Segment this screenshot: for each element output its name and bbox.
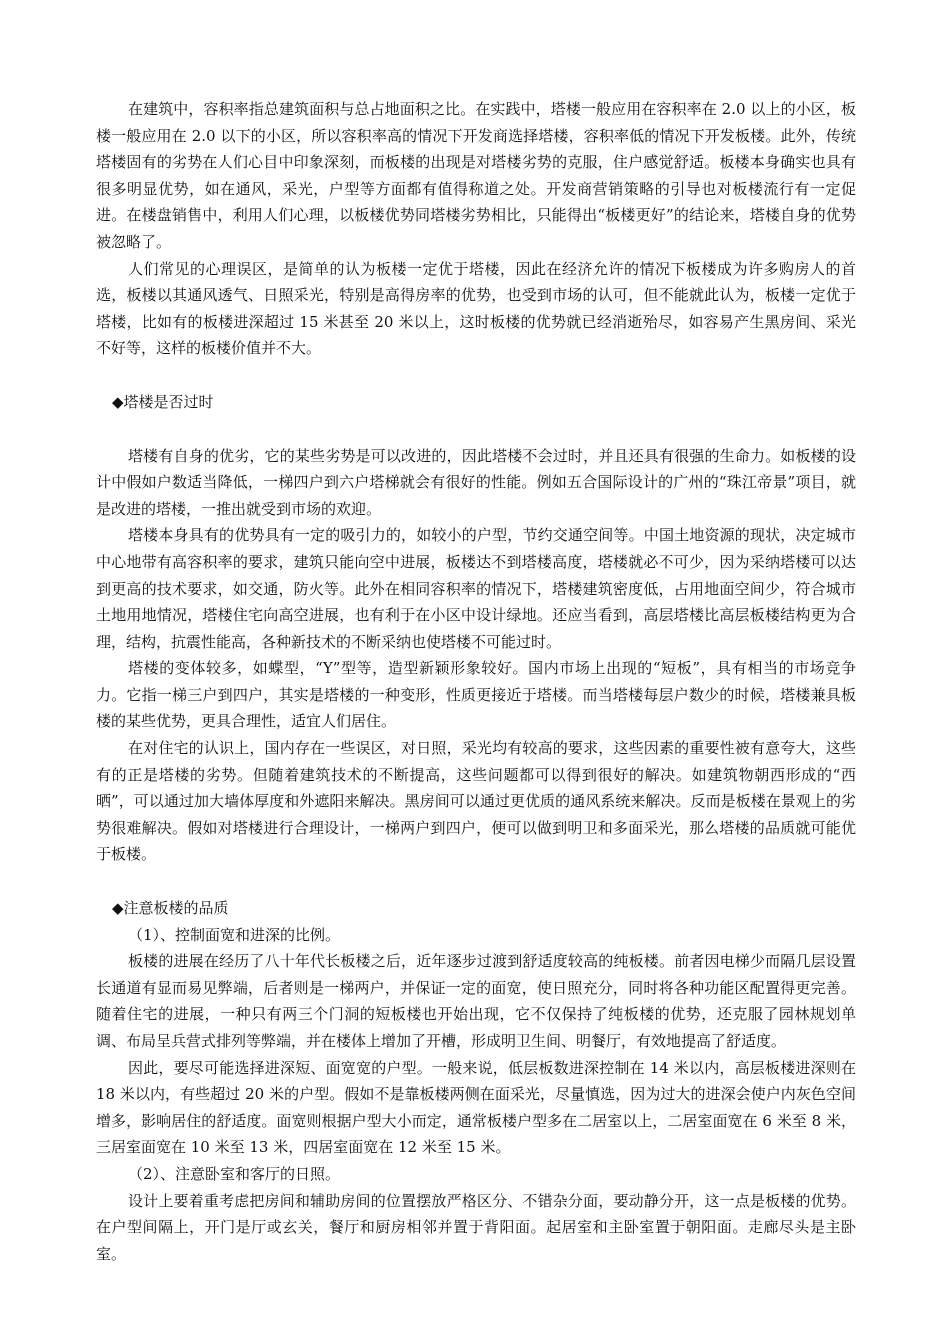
- document-page: [96, 96, 856, 1267]
- section2-paragraph-2: 因此，要尽可能选择进深短、面宽宽的户型。一般来说，低层板数进深控制在 14 米以内，高层板楼进深则在 18 米以内，有些超过 20 米的户型。假如不是靠板楼两侧在面采光，尽量慎选，因为过大的进深会使户内灰色空间增多，影响居住的舒适度。面宽则根据户型大小而定，通常板楼户型多在二居室以上，二居室面宽在 6 米至 8 米，三居室面宽在 10 米至 13 米，四居室面宽在 12 米至 15 米。: [96, 1058, 856, 1157]
- section1-paragraph-3: 塔楼的变体较多，如蝶型，“Y”型等，造型新颖形象较好。国内市场上出现的“短板”，具有相当的市场竞争力。它指一梯三户到四户，其实是塔楼的一种变形，性质更接近于塔楼。而当塔楼每层户数少的时候，塔楼兼具板楼的某些优势，更具合理性，适宜人们居住。: [96, 659, 856, 731]
- section1-paragraph-4: 在对住宅的认识上，国内存在一些误区，对日照，采光均有较高的要求，这些因素的重要性被有意夸大，这些有的正是塔楼的劣势。但随着建筑技术的不断提高，这些问题都可以得到很好的解决。如建筑物朝西形成的“西晒”，可以通过加大墙体厚度和外遮阳来解决。黑房间可以通过更优质的通风系统来解决。反而是板楼在景观上的劣势很难解决。假如对塔楼进行合理设计，一梯两户到四户，便可以做到明卫和多面采光，那么塔楼的品质就可能优于板楼。: [96, 739, 856, 864]
- section2-paragraph-1: 板楼的进展在经历了八十年代长板楼之后，近年逐步过渡到舒适度较高的纯板楼。前者因电梯少而隔几层设置长通道有显而易见弊端，后者则是一梯两户，并保证一定的面宽，使日照充分，同时将各种功能区配置得更完善。随着住宅的进展，一种只有两三个门洞的短板楼也开始出现，它不仅保持了纯板楼的优势，还克服了园林规划单调、布局呈兵营式排列等弊端，并在楼体上增加了开槽，形成明卫生间、明餐厅，有效地提高了舒适度。: [96, 952, 856, 1050]
- section1-paragraph-1: 塔楼有自身的优劣，它的某些劣势是可以改进的，因此塔楼不会过时，并且还具有很强的生命力。如板楼的设计中假如户数适当降低，一梯四户到六户塔梯就会有很好的性能。例如五合国际设计的广州的“珠江帝景”项目，就是改进的塔楼，一推出就受到市场的欢迎。: [96, 446, 856, 518]
- spacer: [96, 868, 856, 895]
- intro-paragraph-1: 在建筑中，容积率指总建筑面积与总占地面积之比。在实践中，塔楼一般应用在容积率在 2.0 以上的小区，板楼一般应用在 2.0 以下的小区，所以容积率高的情况下开发商选择塔楼，容积率低的情况下开发板楼。此外，传统塔楼固有的劣势在人们心目中印象深刻，而板楼的出现是对塔楼劣势的克服，住户感觉舒适。板楼本身确实也具有很多明显优势，如在通风，采光，户型等方面都有值得称道之处。开发商营销策略的引导也对板楼流行有一定促进。在楼盘销售中，利用人们心理，以板楼优势同塔楼劣势相比，只能得出“板楼更好”的结论来，塔楼自身的优势被忽略了。: [96, 100, 856, 251]
- section1-paragraph-2: 塔楼本身具有的优势具有一定的吸引力的，如较小的户型，节约交通空间等。中国土地资源的现状，决定城市中心地带有高容积率的要求，建筑只能向空中进展，板楼达不到塔楼高度，塔楼就必不可少，因为采纳塔楼可以达到更高的技术要求，如交通，防火等。此外在相同容积率的情况下，塔楼建筑密度低，占用地面空间少，符合城市土地用地情况，塔楼住宅向高空进展，也有利于在小区中设计绿地。还应当看到，高层塔楼比高层板楼结构更为合理，结构，抗震性能高，各种新技术的不断采纳也使塔楼不可能过时。: [96, 526, 856, 651]
- subheading-ratio: （1）、控制面宽和进深的比例。: [128, 925, 341, 944]
- section-heading-slab-quality: ◆注意板楼的品质: [112, 899, 229, 918]
- section2-paragraph-3: 设计上要着重考虑把房间和辅助房间的位置摆放严格区分、不错杂分面，要动静分开，这一点是板楼的优势。在户型间隔上，开门是厅或玄关，餐厅和厨房相邻并置于背阳面。起居室和主卧室置于朝阳面。走廊尽头是主卧室。: [96, 1191, 856, 1263]
- section-heading-tower-outdated: ◆塔楼是否过时: [112, 392, 214, 411]
- spacer: [96, 362, 856, 389]
- spacer: [96, 416, 856, 443]
- subheading-sunlight: （2）、注意卧室和客厅的日照。: [128, 1164, 341, 1183]
- intro-paragraph-2: 人们常见的心理误区，是简单的认为板楼一定优于塔楼，因此在经济允许的情况下板楼成为许多购房人的首选，板楼以其通风透气、日照采光，特别是高得房率的优势，也受到市场的认可，但不能就此认为，板楼一定优于塔楼，比如有的板楼进深超过 15 米甚至 20 米以上，这时板楼的优势就已经消逝殆尽，如容易产生黑房间、采光不好等，这样的板楼价值并不大。: [96, 259, 856, 358]
